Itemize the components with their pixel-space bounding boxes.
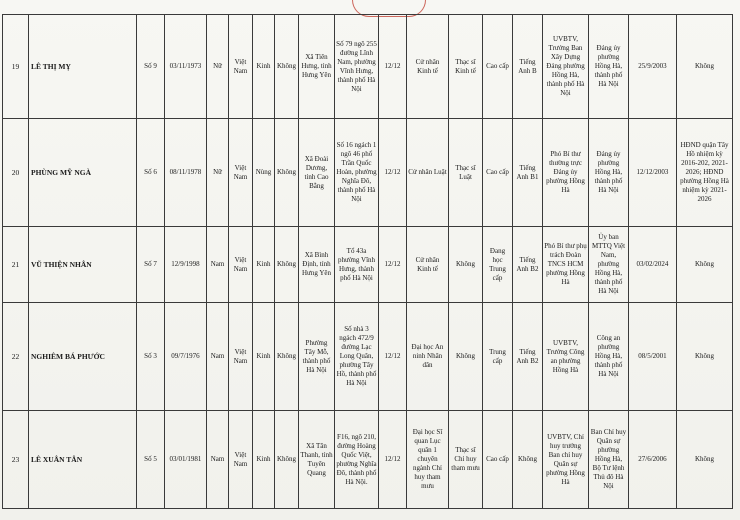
gender-cell: Nữ	[207, 15, 229, 119]
workplace-cell: Đảng ủy phường Hồng Hà, thành phố Hà Nội	[589, 15, 629, 119]
academic-title-cell: Không	[449, 303, 483, 411]
nationality-cell: Việt Nam	[229, 411, 253, 509]
row-number: 23	[3, 411, 29, 509]
workplace-cell: Ủy ban MTTQ Việt Nam, phường Hồng Hà, thành phố Hà Nội	[589, 227, 629, 303]
birth-date: 03/01/1981	[165, 411, 207, 509]
candidate-table	[2, 14, 733, 509]
nationality-cell: Việt Nam	[229, 303, 253, 411]
foreign-language-cell: Tiếng Anh B	[513, 15, 543, 119]
delegate-history-cell: HĐND quận Tây Hồ nhiệm kỳ 2016-202, 2021-2026; HĐND phường Hồng Hà nhiệm kỳ 2021-2026	[677, 119, 733, 227]
table-row	[3, 227, 733, 303]
hometown-cell: Xã Tân Thanh, tỉnh Tuyên Quang	[299, 411, 335, 509]
religion-cell: Không	[275, 227, 299, 303]
candidate-name: LÊ THỊ MỴ	[29, 15, 137, 119]
degree-cell: Đại học An ninh Nhân dân	[407, 303, 449, 411]
residence-cell: Số 79 ngõ 255 đường Lĩnh Nam, phường Vĩnh Hưng, thành phố Hà Nội	[335, 15, 379, 119]
religion-cell: Không	[275, 119, 299, 227]
nationality-cell: Việt Nam	[229, 119, 253, 227]
foreign-language-cell: Tiếng Anh B1	[513, 119, 543, 227]
political-theory-cell: Cao cấp	[483, 411, 513, 509]
hometown-cell: Phường Tây Mỗ, thành phố Hà Nội	[299, 303, 335, 411]
political-theory-cell: Đang học Trung cấp	[483, 227, 513, 303]
workplace-cell: Ban Chỉ huy Quân sự phường Hồng Hà, Bộ Tư lệnh Thủ đô Hà Nội	[589, 411, 629, 509]
birth-date: 12/9/1998	[165, 227, 207, 303]
birth-date: 09/7/1976	[165, 303, 207, 411]
party-join-date-cell: 12/12/2003	[629, 119, 677, 227]
ballot-number: Số 6	[137, 119, 165, 227]
general-education-cell: 12/12	[379, 303, 407, 411]
candidate-name: LÊ XUÂN TÂN	[29, 411, 137, 509]
table-row	[3, 15, 733, 119]
foreign-language-cell: Tiếng Anh B2	[513, 303, 543, 411]
general-education-cell: 12/12	[379, 411, 407, 509]
row-number: 20	[3, 119, 29, 227]
residence-cell: Số 16 ngách 1 ngõ 46 phố Trần Quốc Hoàn, phường Nghĩa Đô, thành phố Hà Nội	[335, 119, 379, 227]
ethnicity-cell: Nùng	[253, 119, 275, 227]
academic-title-cell: Không	[449, 227, 483, 303]
academic-title-cell: Thạc sĩ Kinh tế	[449, 15, 483, 119]
gender-cell: Nữ	[207, 119, 229, 227]
gender-cell: Nam	[207, 303, 229, 411]
hometown-cell: Xã Đoài Dương, tỉnh Cao Bằng	[299, 119, 335, 227]
party-join-date-cell: 03/02/2024	[629, 227, 677, 303]
row-number: 21	[3, 227, 29, 303]
ballot-number: Số 7	[137, 227, 165, 303]
delegate-history-cell: Không	[677, 15, 733, 119]
birth-date: 03/11/1973	[165, 15, 207, 119]
religion-cell: Không	[275, 303, 299, 411]
residence-cell: F16, ngõ 210, đường Hoàng Quốc Việt, phường Nghĩa Đô, thành phố Hà Nội.	[335, 411, 379, 509]
birth-date: 08/11/1978	[165, 119, 207, 227]
delegate-history-cell: Không	[677, 411, 733, 509]
foreign-language-cell: Không	[513, 411, 543, 509]
academic-title-cell: Thạc sĩ Luật	[449, 119, 483, 227]
residence-cell: Số nhà 3 ngách 472/9 đường Lạc Long Quân, phường Tây Hồ, thành phố Hà Nội	[335, 303, 379, 411]
position-cell: Phó Bí thư phụ trách Đoàn TNCS HCM phường Hồng Hà	[543, 227, 589, 303]
residence-cell: Tổ 43a phường Vĩnh Hưng, thành phố Hà Nội	[335, 227, 379, 303]
political-theory-cell: Cao cấp	[483, 15, 513, 119]
ballot-number: Số 5	[137, 411, 165, 509]
religion-cell: Không	[275, 15, 299, 119]
gender-cell: Nam	[207, 411, 229, 509]
political-theory-cell: Cao cấp	[483, 119, 513, 227]
delegate-history-cell: Không	[677, 303, 733, 411]
hometown-cell: Xã Bình Định, tỉnh Hưng Yên	[299, 227, 335, 303]
ballot-number: Số 3	[137, 303, 165, 411]
position-cell: UVBTV, Trưởng Ban Xây Dựng Đảng phường Hồng Hà, thành phố Hà Nội	[543, 15, 589, 119]
ethnicity-cell: Kinh	[253, 303, 275, 411]
ethnicity-cell: Kinh	[253, 227, 275, 303]
candidate-name: NGHIÊM BÁ PHƯỚC	[29, 303, 137, 411]
table-row	[3, 411, 733, 509]
candidate-name: PHÙNG MỸ NGÀ	[29, 119, 137, 227]
candidate-name: VŨ THIỆN NHÂN	[29, 227, 137, 303]
hometown-cell: Xã Tiên Hưng, tỉnh Hưng Yên	[299, 15, 335, 119]
academic-title-cell: Thạc sĩ Chỉ huy tham mưu	[449, 411, 483, 509]
ethnicity-cell: Kinh	[253, 15, 275, 119]
workplace-cell: Công an phường Hồng Hà, thành phố Hà Nội	[589, 303, 629, 411]
table-row	[3, 119, 733, 227]
nationality-cell: Việt Nam	[229, 227, 253, 303]
row-number: 19	[3, 15, 29, 119]
position-cell: UVBTV, Chỉ huy trưởng Ban chỉ huy Quân sự phường Hồng Hà	[543, 411, 589, 509]
degree-cell: Đại học Sĩ quan Lục quân 1 chuyên ngành Chỉ huy tham mưu	[407, 411, 449, 509]
degree-cell: Cử nhân Luật	[407, 119, 449, 227]
table-row	[3, 303, 733, 411]
party-join-date-cell: 08/5/2001	[629, 303, 677, 411]
foreign-language-cell: Tiếng Anh B2	[513, 227, 543, 303]
position-cell: UVBTV, Trưởng Công an phường Hồng Hà	[543, 303, 589, 411]
party-join-date-cell: 25/9/2003	[629, 15, 677, 119]
ethnicity-cell: Kinh	[253, 411, 275, 509]
position-cell: Phó Bí thư thường trực Đảng ủy phường Hồng Hà	[543, 119, 589, 227]
political-theory-cell: Trung cấp	[483, 303, 513, 411]
religion-cell: Không	[275, 411, 299, 509]
delegate-history-cell: Không	[677, 227, 733, 303]
workplace-cell: Đảng ủy phường Hồng Hà, thành phố Hà Nội	[589, 119, 629, 227]
gender-cell: Nam	[207, 227, 229, 303]
degree-cell: Cử nhân Kinh tế	[407, 15, 449, 119]
general-education-cell: 12/12	[379, 119, 407, 227]
ballot-number: Số 9	[137, 15, 165, 119]
general-education-cell: 12/12	[379, 227, 407, 303]
degree-cell: Cử nhân Kinh tế	[407, 227, 449, 303]
row-number: 22	[3, 303, 29, 411]
nationality-cell: Việt Nam	[229, 15, 253, 119]
general-education-cell: 12/12	[379, 15, 407, 119]
party-join-date-cell: 27/6/2006	[629, 411, 677, 509]
